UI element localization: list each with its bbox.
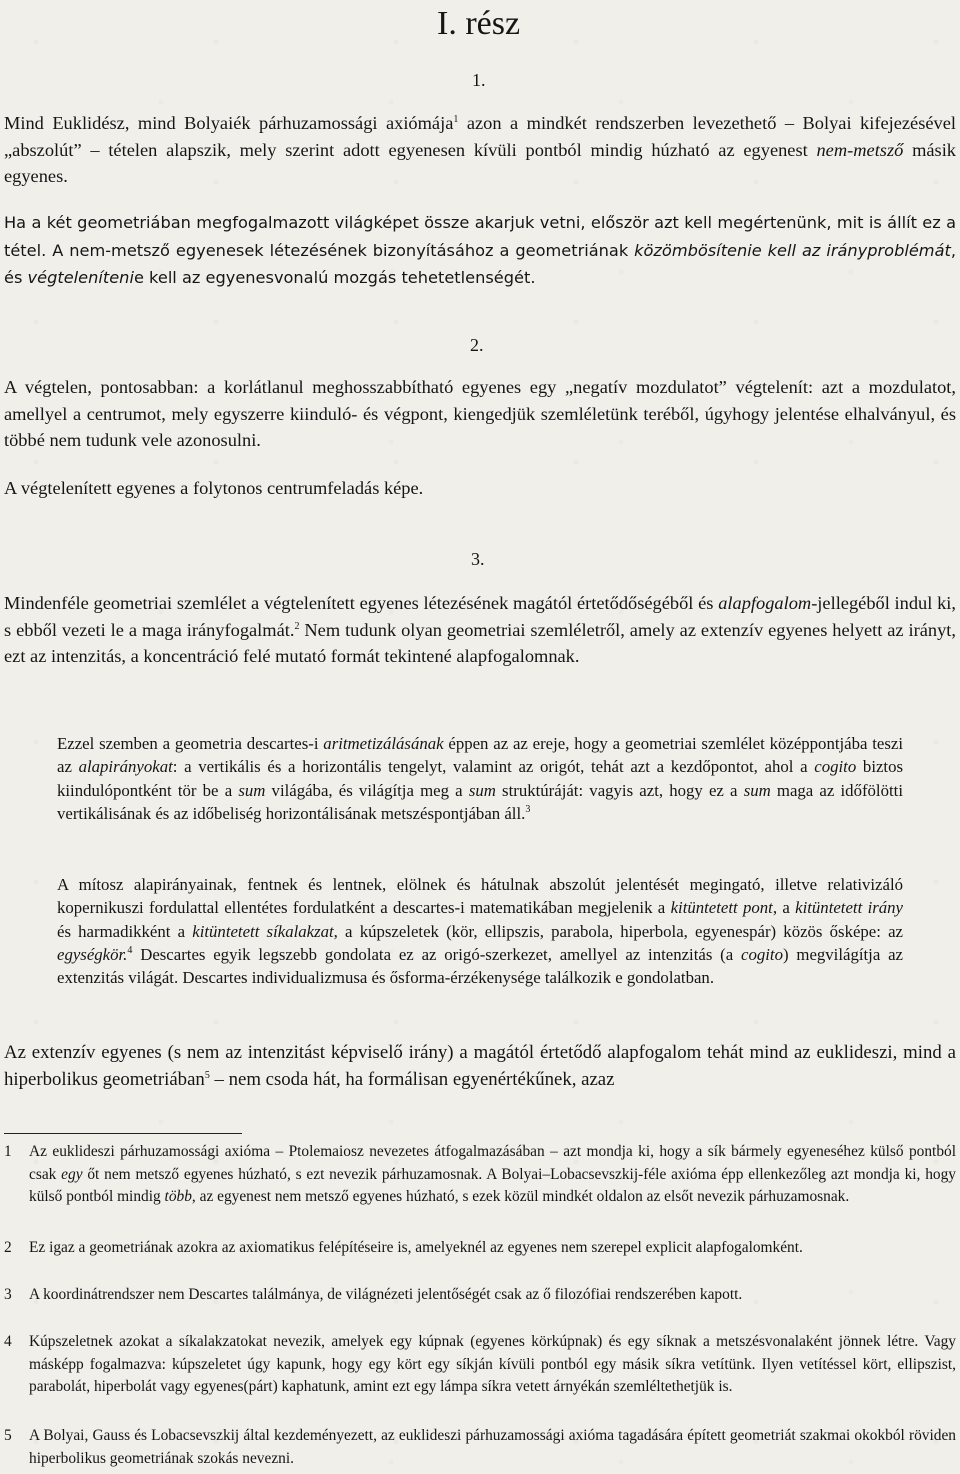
footnote-ref-4[interactable]: 4 <box>127 944 133 956</box>
paragraph-2: Ha a két geometriában megfogalmazott világképet össze akarjuk vetni, először azt kell megértenünk, mit is állít ez a tétel. A nem-metsző egyenesek létezésének bizonyításához a geometriának közömbösítenie kell az irányproblémát, és végtelenítenie kell az egyenesvonalú mozgás tehetetlenségét. <box>4 213 956 287</box>
paragraph-6: Az extenzív egyenes (s nem az intenzitást képviselő irány) a magától értetődő alapfogalom tehát mind az euklideszi, mind a hiperbolikus geometriában$^5$ – nem csoda hát, ha formálisan egyenértékűnek, azaz <box>4 1042 956 1090</box>
footnote-ref-5[interactable]: 5 <box>204 1069 210 1081</box>
footnote-ref-3[interactable]: 3 <box>525 803 531 815</box>
footnote-separator <box>4 1133 242 1134</box>
footnote-ref-1[interactable]: 1 <box>453 114 459 125</box>
part-title: I. rész <box>437 5 521 42</box>
paragraph-5: Mindenféle geometriai szemlélet a végtelenített egyenes létezésének magától értetődőségéből és alapfogalom-jellegéből indul ki, s ebből vezeti le a maga irányfogalmát.$^2$ Nem tudunk olyan geometriai szemléletről, amely az extenzív egyenes helyett az irányt, ezt az intenzitás, a koncentráció felé mutató formát tekintené alapfogalomnak. <box>4 593 956 666</box>
footnote-2: 2 Ez igaz a geometriának azokra az axiomatikus felépítéseire is, amelyeknél az egyenes nem szerepel explicit alapfogalomként. <box>4 1239 803 1256</box>
quote-1: Ezzel szemben a geometria descartes-i aritmetizálásának éppen az az ereje, hogy a geometriai szemlélet középpontjába teszi az alapirányokat: a vertikális és a horizontális tengelyt, valamint az origót, tehát azt a kezdőpontot, ahol a cogito biztos kiindulópontként tör be a sum világába, és világítja meg a sum struktúráját: vagyis azt, hogy ez a sum maga az időfölötti vertikálisának és az időbeliség horizontálisának metszéspontjában áll.$^3$ <box>57 734 904 823</box>
quote-2: A mítosz alapirányainak, fentnek és lentnek, elölnek és hátulnak abszolút jelentését megingató, illetve relativizáló kopernikuszi fordulattal ellentétes fordulatként a descartes-i matematikában megjelenik a kitüntetett pont, a kitüntetett irány és harmadikként a kitüntetett síkalakzat, a kúpszeletek (kör, ellipszis, parabola, hiperbola, egyenespár) közös ősképe: az egységkör.$^4$ Descartes egyik legszebb gondolata ez az origó-szerkezet, amellyel az intenzitás (a cogito) megvilágítja az extenzitás világát. Descartes individualizmusa és ősforma-érzékenysége találkozik e gondolatban. <box>57 875 903 988</box>
section-number-2: 2. <box>470 335 484 355</box>
footnote-ref-2[interactable]: 2 <box>294 620 300 632</box>
paragraph-4: A végtelenített egyenes a folytonos centrumfeladás képe. <box>4 478 424 498</box>
paragraph-3: A végtelen, pontosabban: a korlátlanul meghosszabbítható egyenes egy „negatív mozdulatot” végtelenít: azt a mozdulatot, amellyel a centrumot, mely egyszerre kiinduló- és végpont, kiengedjük szemléletünk teréből, úgyhogy jelentése elhalványul, és többé nem tudunk vele azonosulni. <box>4 377 956 450</box>
footnote-4: 4 Kúpszeletnek azokat a síkalakzatokat nevezik, amelyek egy kúpnak (egyenes körkúpnak) és egy síknak a metszésvonalaként jönnek létre. Vagy másképp fogalmazva: kúpszeletet úgy kapunk, hogy egy kört egy síkján kívüli pontból egy másik síkra vetítünk. Ilyen vetítéssel kört, ellipszist, parabolát, hiperbolát vagy egyenes(párt) kaphatunk, amint ezt egy lámpa síkra vetett árnyékán szemléltethetjük is. <box>4 1333 956 1396</box>
paragraph-1: Mind Euklidész, mind Bolyaiék párhuzamossági axiómája$^1$ azon a mindkét rendszerben levezethető – Bolyai kifejezésével „abszolút” – tételen alapszik, mely szerint adott egyenesen kívüli pontból mindig húzható az egyenest nem-metsző másik egyenes. <box>4 113 956 186</box>
section-number-1: 1. <box>472 70 486 90</box>
footnote-3: 3 A koordinátrendszer nem Descartes találmánya, de világnézeti jelentőségét csak az ő filozófiai rendszerében kapott. <box>4 1286 743 1303</box>
footnote-1: 1 Az euklideszi párhuzamossági axióma – Ptolemaiosz nevezetes átfogalmazásában – azt mondja ki, hogy a sík bármely egyeneséhez külső pontból csak egy őt nem metsző egyenes húzható, s ezt nevezik párhuzamosnak. A Bolyai–Lobacsevszkij-féle axióma épp ellenkezőleg azt mondja ki, hogy külső pontból mindig több, az egyenest nem metsző egyenes húzható, s ezek közül mindkét oldalon az elsőt nevezik párhuzamosnak. <box>4 1143 956 1206</box>
footnote-5: 5 A Bolyai, Gauss és Lobacsevszkij által kezdeményezett, az euklideszi párhuzamossági axióma tagadására épített geometriát szakmai okokból röviden hiperbolikus geometriának szokás nevezni. <box>4 1427 956 1467</box>
section-number-3: 3. <box>471 549 485 569</box>
